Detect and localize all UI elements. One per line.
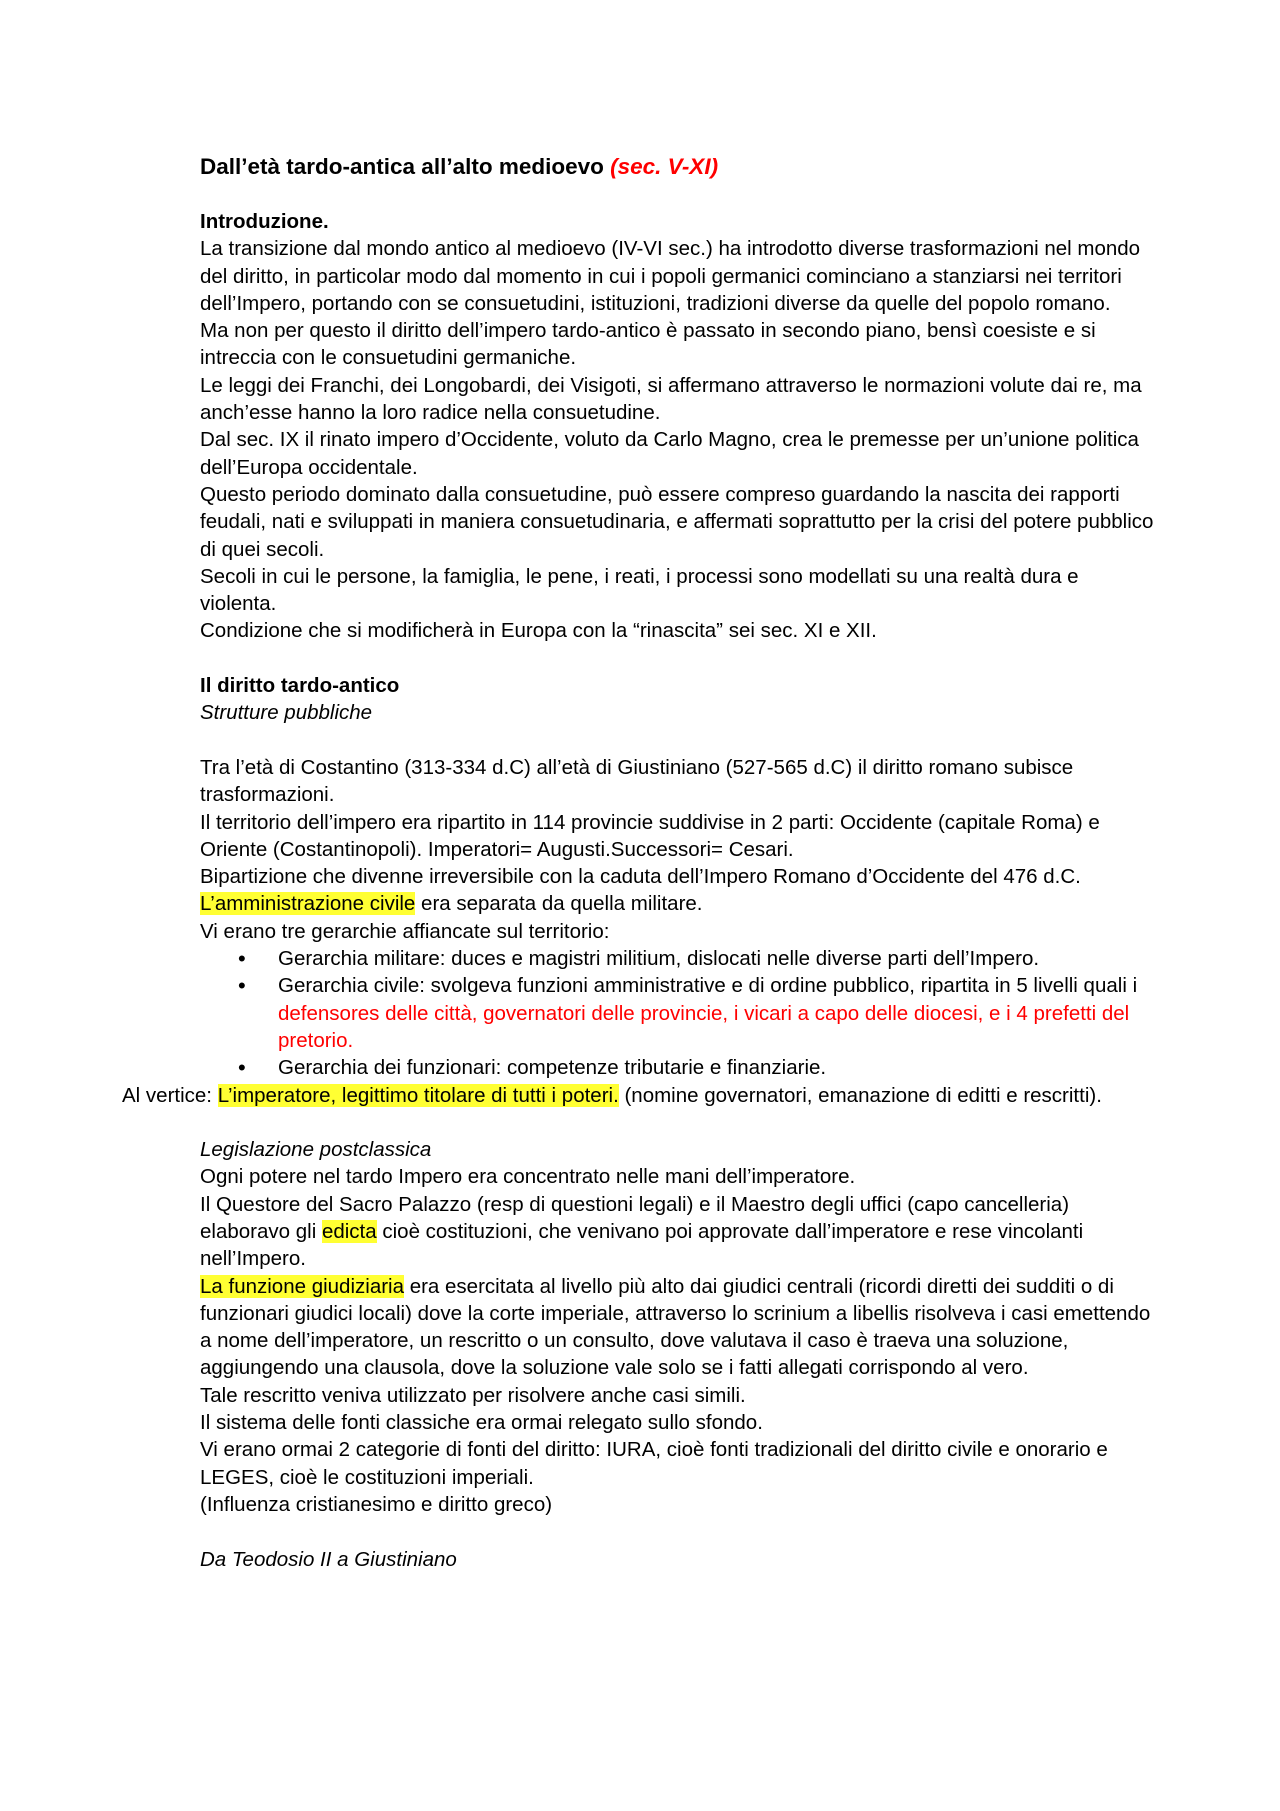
paragraph-text: Il Questore del Sacro Palazzo (resp di questioni legali) e il Maestro degli uffici (capo cancelleria) elaboravo gli xyxy=(200,1192,1070,1243)
subheading-legislazione-postclassica: Legislazione postclassica xyxy=(200,1138,432,1162)
title-main: Dall’età tardo-antica all’alto medioevo xyxy=(200,154,611,179)
paragraph: Bipartizione che divenne irreversibile con la caduta dell’Impero Romano d’Occidente del 476 d.C. xyxy=(200,865,1081,889)
paragraph: Tra l’età di Costantino (313-334 d.C) all’età di Giustiniano (527-565 d.C) il diritto romano subisce trasformazioni. xyxy=(200,755,1074,807)
paragraph: (Influenza cristianesimo e diritto greco) xyxy=(200,1492,553,1516)
paragraph: Tale rescritto veniva utilizzato per risolvere anche casi simili. xyxy=(200,1383,746,1407)
paragraph-text: Al vertice: xyxy=(122,1083,218,1107)
list-item-text: Gerarchia dei funzionari: competenze tributarie e finanziarie. xyxy=(278,1056,827,1080)
document-title xyxy=(200,152,1160,182)
paragraph-vertex xyxy=(122,1082,1162,1109)
paragraph: Vi erano ormai 2 categorie di fonti del diritto: IURA, cioè fonti tradizionali del diritto civile e onorario e LEGES, cioè le costituzioni imperiali. xyxy=(200,1438,1108,1489)
paragraph: Il sistema delle fonti classiche era ormai relegato sullo sfondo. xyxy=(200,1411,763,1435)
highlighted-text: L’amministrazione civile xyxy=(200,892,416,916)
paragraph-text: era separata da quella militare. xyxy=(415,892,703,916)
section-heading-diritto-tardo-antico: Il diritto tardo-antico xyxy=(200,674,400,698)
subheading-teodosio-giustiniano: Da Teodosio II a Giustiniano xyxy=(200,1547,457,1571)
document-body xyxy=(122,152,1160,1573)
paragraph: Vi erano tre gerarchie affiancate sul territorio: xyxy=(200,919,610,943)
list-item xyxy=(200,972,1160,1054)
list-item-text: Gerarchia militare: duces e magistri militium, dislocati nelle diverse parti dell’Impero. xyxy=(278,947,1040,971)
intro-paragraph: Secoli in cui le persone, la famiglia, le pene, i reati, i processi sono modellati su una realtà dura e violenta. xyxy=(200,564,1079,616)
highlighted-text: La funzione giudiziaria xyxy=(200,1274,404,1298)
bullet-list xyxy=(200,945,1160,1081)
paragraph-text: (nomine governatori, emanazione di editti e rescritti). xyxy=(618,1083,1102,1107)
red-text: defensores delle città, governatori delle provincie, i vicari a capo delle diocesi, e i 4 prefetti del pretorio. xyxy=(278,1001,1130,1052)
intro-paragraph: Ma non per questo il diritto dell’impero tardo-antico è passato in secondo piano, bensì coesiste e si intreccia con le consuetudini germaniche. xyxy=(200,319,1096,370)
paragraph xyxy=(200,890,1160,917)
list-item-text: Gerarchia civile: svolgeva funzioni amministrative e di ordine pubblico, ripartita in 5 livelli quali i xyxy=(278,974,1138,998)
intro-paragraph: Le leggi dei Franchi, dei Longobardi, dei Visigoti, si affermano attraverso le normazioni volute dai re, ma anch’esse hanno la loro radice nella consuetudine. xyxy=(200,373,1142,425)
paragraph xyxy=(200,1191,1160,1273)
intro-paragraph: Dal sec. IX il rinato impero d’Occidente, voluto da Carlo Magno, crea le premesse per un’unione politica dell’Europa occidentale. xyxy=(200,428,1139,479)
highlighted-text: L’imperatore, legittimo titolare di tutti i poteri. xyxy=(217,1083,619,1107)
paragraph: Ogni potere nel tardo Impero era concentrato nelle mani dell’imperatore. xyxy=(200,1165,856,1189)
intro-paragraph: Condizione che si modificherà in Europa con la “rinascita” sei sec. XI e XII. xyxy=(200,619,877,643)
paragraph-text: cioè costituzioni, che venivano poi approvate dall’imperatore e rese vincolanti nell’Impero. xyxy=(200,1219,1084,1271)
paragraph-text: era esercitata al livello più alto dai giudici centrali (ricordi diretti dei sudditi o di funzionari giudici locali) dove la corte imperiale, attraverso lo scrinium a libellis risolveva i casi emettendo a nome dell’imperatore, un rescritto o un consulto, dove valutava il caso è traeva una soluzione, aggiungendo una clausola, dove la soluzione vale solo se i fatti allegati corrispondo al vero. xyxy=(200,1274,1151,1380)
paragraph xyxy=(200,1273,1160,1382)
intro-heading: Introduzione. xyxy=(200,210,329,233)
intro-paragraph: Questo periodo dominato dalla consuetudine, può essere compreso guardando la nascita dei rapporti feudali, nati e sviluppati in maniera consuetudinaria, e affermati soprattutto per la crisi del potere pubblico di quei secoli. xyxy=(200,482,1154,561)
title-period: (sec. V-XI) xyxy=(610,154,719,179)
subheading-strutture-pubbliche: Strutture pubbliche xyxy=(200,701,373,725)
paragraph: Il territorio dell’impero era ripartito in 114 provincie suddivise in 2 parti: Occidente (capitale Roma) e Oriente (Costantinopoli). Imperatori= Augusti.Successori= Cesari. xyxy=(200,810,1100,861)
list-item xyxy=(200,1054,1160,1081)
highlighted-text: edicta xyxy=(321,1219,377,1243)
intro-paragraph: La transizione dal mondo antico al medioevo (IV-VI sec.) ha introdotto diverse trasformazioni nel mondo del diritto, in particolar modo dal momento in cui i popoli germanici cominciano a stanziarsi nei territori dell’Impero, portando con se consuetudini, istituzioni, tradizioni diverse da quelle del popolo romano. xyxy=(200,237,1141,315)
list-item xyxy=(200,945,1160,972)
